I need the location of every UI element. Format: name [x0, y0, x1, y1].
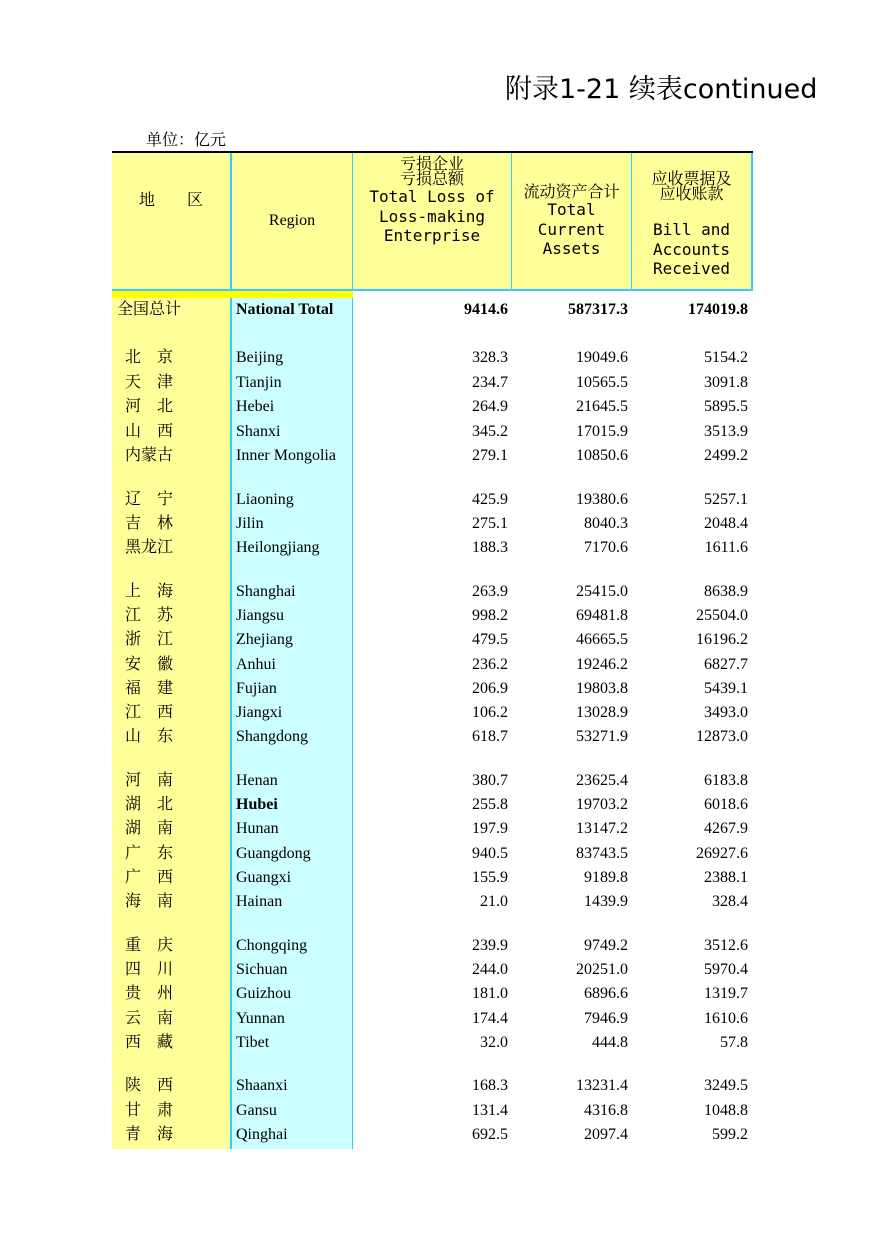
- receivables-value-cell: 25504.0: [696, 607, 748, 624]
- header-receivables-cn-1: 应收票据及: [651, 171, 732, 188]
- region-cn-cell: 吉 林: [125, 515, 174, 532]
- receivables-value-cell: 3512.6: [704, 937, 748, 954]
- receivables-value-cell: 1048.8: [704, 1102, 748, 1119]
- region-en-cell: Qinghai: [236, 1126, 288, 1143]
- region-cn-cell: 江 西: [125, 704, 174, 721]
- header-receivables: [632, 172, 751, 279]
- current-assets-value-cell: 6896.6: [584, 985, 628, 1002]
- table-row: [112, 866, 753, 890]
- region-en-cell: Guizhou: [236, 985, 292, 1002]
- region-cn-cell: 北 京: [125, 349, 174, 366]
- region-cn-cell: 湖 北: [125, 796, 174, 813]
- header-receivables-en-3: Received: [652, 259, 731, 278]
- current-assets-value-cell: 13231.4: [576, 1077, 628, 1094]
- region-cn-cell: 云 南: [125, 1010, 174, 1027]
- region-en-cell: Tianjin: [236, 374, 282, 391]
- region-en-cell: Jiangxi: [236, 704, 283, 721]
- current-assets-value-cell: 53271.9: [576, 728, 628, 745]
- table-row: [112, 793, 753, 817]
- region-en-cell: Anhui: [236, 656, 276, 673]
- header-receivables-en-1: Bill and: [652, 220, 731, 239]
- current-assets-value-cell: 25415.0: [576, 583, 628, 600]
- table-row: [112, 1123, 753, 1147]
- receivables-value-cell: 599.2: [712, 1126, 748, 1143]
- header-total-loss: [353, 157, 511, 246]
- current-assets-value-cell: 19380.6: [576, 491, 628, 508]
- loss-value-cell: 188.3: [472, 539, 508, 556]
- table-row: [112, 1007, 753, 1031]
- header-current-assets-cn: 流动资产合计: [523, 184, 620, 201]
- current-assets-value-cell: 10850.6: [576, 447, 628, 464]
- region-cn-cell: 重 庆: [125, 937, 174, 954]
- header-total-loss-en-2: Loss-making: [379, 206, 485, 226]
- receivables-value-cell: 2048.4: [704, 515, 748, 532]
- current-assets-value-cell: 4316.8: [584, 1102, 628, 1119]
- loss-value-cell: 479.5: [472, 631, 508, 648]
- receivables-value-cell: 3513.9: [704, 423, 748, 440]
- receivables-value-cell: 4267.9: [704, 820, 748, 837]
- table-row: [112, 512, 753, 536]
- region-en-cell: Tibet: [236, 1034, 270, 1051]
- region-en-cell: Guangdong: [236, 845, 311, 862]
- loss-value-cell: 940.5: [472, 845, 508, 862]
- region-en-cell: Beijing: [236, 349, 284, 366]
- receivables-value-cell: 1319.7: [704, 985, 748, 1002]
- header-region-cn: 地 区: [138, 192, 203, 209]
- loss-value-cell: 345.2: [472, 423, 508, 440]
- table-row: [112, 817, 753, 841]
- region-cn-cell: 贵 州: [125, 985, 174, 1002]
- region-cn-cell: 河 南: [125, 772, 174, 789]
- region-en-cell: Zhejiang: [236, 631, 293, 648]
- region-en-cell: Hubei: [236, 796, 278, 813]
- header-receivables-cn-2: 应收账款: [659, 186, 724, 203]
- total-region-cn: 全国总计: [117, 301, 182, 318]
- total-receivables-value: 174019.8: [688, 301, 748, 318]
- loss-value-cell: 998.2: [472, 607, 508, 624]
- loss-value-cell: 264.9: [472, 398, 508, 415]
- table-row: [112, 604, 753, 628]
- current-assets-value-cell: 69481.8: [576, 607, 628, 624]
- loss-value-cell: 21.0: [480, 893, 508, 910]
- header-cell-total-loss: [353, 151, 512, 291]
- region-cn-cell: 西 藏: [125, 1034, 174, 1051]
- highlight-band: [112, 291, 353, 298]
- region-en-cell: Guangxi: [236, 869, 292, 886]
- receivables-value-cell: 2388.1: [704, 869, 748, 886]
- loss-value-cell: 174.4: [472, 1010, 508, 1027]
- region-en-cell: Hainan: [236, 893, 283, 910]
- current-assets-value-cell: 2097.4: [584, 1126, 628, 1143]
- loss-value-cell: 275.1: [472, 515, 508, 532]
- header-current-assets-en-3: Assets: [542, 239, 601, 258]
- receivables-value-cell: 3249.5: [704, 1077, 748, 1094]
- loss-value-cell: 106.2: [472, 704, 508, 721]
- region-en-cell: Hunan: [236, 820, 279, 837]
- table-row: [112, 628, 753, 652]
- total-loss-value: 9414.6: [464, 301, 508, 318]
- receivables-value-cell: 2499.2: [704, 447, 748, 464]
- current-assets-value-cell: 46665.5: [576, 631, 628, 648]
- region-en-cell: Gansu: [236, 1102, 277, 1119]
- header-total-loss-cn-1: 亏损企业: [399, 156, 464, 173]
- table-row: [112, 1031, 753, 1055]
- receivables-value-cell: 3091.8: [704, 374, 748, 391]
- region-cn-cell: 广 东: [125, 845, 174, 862]
- current-assets-value-cell: 13147.2: [576, 820, 628, 837]
- page-title: 附录1-21 续表continued: [505, 74, 818, 105]
- receivables-value-cell: 5439.1: [704, 680, 748, 697]
- receivables-value-cell: 1611.6: [704, 539, 748, 556]
- current-assets-value-cell: 1439.9: [584, 893, 628, 910]
- receivables-value-cell: 57.8: [720, 1034, 748, 1051]
- table-row: [112, 488, 753, 512]
- loss-value-cell: 244.0: [472, 961, 508, 978]
- region-en-cell: Inner Mongolia: [236, 447, 336, 464]
- current-assets-value-cell: 83743.5: [576, 845, 628, 862]
- region-en-cell: Liaoning: [236, 491, 294, 508]
- region-en-cell: Fujian: [236, 680, 277, 697]
- region-cn-cell: 甘 肃: [125, 1102, 174, 1119]
- header-cell-current-assets: [512, 151, 632, 291]
- region-cn-cell: 内蒙古: [125, 447, 174, 464]
- receivables-value-cell: 6183.8: [704, 772, 748, 789]
- loss-value-cell: 197.9: [472, 820, 508, 837]
- loss-value-cell: 692.5: [472, 1126, 508, 1143]
- region-cn-cell: 浙 江: [125, 631, 174, 648]
- loss-value-cell: 239.9: [472, 937, 508, 954]
- current-assets-value-cell: 19703.2: [576, 796, 628, 813]
- table-row: [112, 395, 753, 419]
- receivables-value-cell: 5970.4: [704, 961, 748, 978]
- region-cn-cell: 四 川: [125, 961, 174, 978]
- receivables-value-cell: 1610.6: [704, 1010, 748, 1027]
- region-en-cell: Hebei: [236, 398, 275, 415]
- total-region-en: National Total: [236, 301, 334, 318]
- loss-value-cell: 131.4: [472, 1102, 508, 1119]
- receivables-value-cell: 6827.7: [704, 656, 748, 673]
- region-en-cell: Jilin: [236, 515, 264, 532]
- receivables-value-cell: 12873.0: [696, 728, 748, 745]
- table-row: [112, 934, 753, 958]
- table-row: [112, 346, 753, 370]
- table-row: [112, 536, 753, 560]
- receivables-value-cell: 3493.0: [704, 704, 748, 721]
- region-en-cell: Shaanxi: [236, 1077, 288, 1094]
- header-current-assets-en-1: Total: [547, 200, 596, 219]
- current-assets-value-cell: 23625.4: [576, 772, 628, 789]
- table-row: [112, 725, 753, 749]
- header-region-en: Region: [268, 212, 316, 229]
- header-cell-region-en: [232, 151, 353, 291]
- header-current-assets-en-2: Current: [537, 219, 606, 239]
- region-en-cell: Shanxi: [236, 423, 281, 440]
- table-row: [112, 842, 753, 866]
- current-assets-value-cell: 444.8: [592, 1034, 628, 1051]
- table-row: [112, 653, 753, 677]
- receivables-value-cell: 5257.1: [704, 491, 748, 508]
- region-en-cell: Jiangsu: [236, 607, 284, 624]
- region-cn-cell: 山 东: [125, 728, 174, 745]
- region-cn-cell: 海 南: [125, 893, 174, 910]
- header-total-loss-cn-2: 亏损总额: [399, 171, 464, 188]
- current-assets-value-cell: 19803.8: [576, 680, 628, 697]
- loss-value-cell: 236.2: [472, 656, 508, 673]
- loss-value-cell: 279.1: [472, 447, 508, 464]
- table-row: [112, 371, 753, 395]
- region-cn-cell: 福 建: [125, 680, 174, 697]
- loss-value-cell: 155.9: [472, 869, 508, 886]
- table-row: [112, 890, 753, 914]
- current-assets-value-cell: 10565.5: [576, 374, 628, 391]
- region-cn-cell: 上 海: [125, 583, 174, 600]
- current-assets-value-cell: 20251.0: [576, 961, 628, 978]
- region-cn-cell: 河 北: [125, 398, 174, 415]
- region-en-cell: Shanghai: [236, 583, 296, 600]
- total-row: [112, 298, 753, 322]
- region-en-cell: Shangdong: [236, 728, 308, 745]
- table-row: [112, 701, 753, 725]
- region-cn-cell: 广 西: [125, 869, 174, 886]
- region-cn-cell: 天 津: [125, 374, 174, 391]
- table-row: [112, 444, 753, 468]
- region-cn-cell: 辽 宁: [125, 491, 174, 508]
- receivables-value-cell: 16196.2: [696, 631, 748, 648]
- receivables-value-cell: 6018.6: [704, 796, 748, 813]
- region-en-cell: Heilongjiang: [236, 539, 320, 556]
- current-assets-value-cell: 8040.3: [584, 515, 628, 532]
- receivables-value-cell: 328.4: [712, 893, 748, 910]
- loss-value-cell: 206.9: [472, 680, 508, 697]
- current-assets-value-cell: 9189.8: [584, 869, 628, 886]
- table-row: [112, 420, 753, 444]
- current-assets-value-cell: 9749.2: [584, 937, 628, 954]
- header-cell-region-cn: [112, 151, 232, 291]
- total-current-assets-value: 587317.3: [568, 301, 628, 318]
- region-cn-cell: 江 苏: [125, 607, 174, 624]
- region-en-cell: Henan: [236, 772, 278, 789]
- receivables-value-cell: 5895.5: [704, 398, 748, 415]
- unit-label: 单位：亿元: [146, 132, 227, 149]
- table-row: [112, 580, 753, 604]
- loss-value-cell: 328.3: [472, 349, 508, 366]
- region-cn-cell: 湖 南: [125, 820, 174, 837]
- receivables-value-cell: 26927.6: [696, 845, 748, 862]
- current-assets-value-cell: 21645.5: [576, 398, 628, 415]
- region-cn-cell: 青 海: [125, 1126, 174, 1143]
- current-assets-value-cell: 7946.9: [584, 1010, 628, 1027]
- loss-value-cell: 234.7: [472, 374, 508, 391]
- region-en-cell: Chongqing: [236, 937, 308, 954]
- loss-value-cell: 168.3: [472, 1077, 508, 1094]
- loss-value-cell: 380.7: [472, 772, 508, 789]
- loss-value-cell: 32.0: [480, 1034, 508, 1051]
- table-row: [112, 769, 753, 793]
- loss-value-cell: 425.9: [472, 491, 508, 508]
- table-top-border: [112, 151, 753, 153]
- loss-value-cell: 255.8: [472, 796, 508, 813]
- table-row: [112, 958, 753, 982]
- header-cell-receivables: [632, 151, 753, 291]
- table-row: [112, 1099, 753, 1123]
- receivables-value-cell: 8638.9: [704, 583, 748, 600]
- receivables-value-cell: 5154.2: [704, 349, 748, 366]
- table-row: [112, 1074, 753, 1098]
- header-receivables-en-2: Accounts: [652, 239, 731, 259]
- current-assets-value-cell: 17015.9: [576, 423, 628, 440]
- current-assets-value-cell: 19049.6: [576, 349, 628, 366]
- header-total-loss-en-3: Enterprise: [383, 226, 481, 245]
- region-cn-cell: 陕 西: [125, 1077, 174, 1094]
- table-row: [112, 677, 753, 701]
- region-cn-cell: 山 西: [125, 423, 174, 440]
- header-total-loss-en-1: Total Loss of: [369, 187, 495, 206]
- table-row: [112, 982, 753, 1006]
- region-cn-cell: 安 徽: [125, 656, 174, 673]
- data-table: [112, 151, 753, 1149]
- region-en-cell: Yunnan: [236, 1010, 285, 1027]
- current-assets-value-cell: 7170.6: [584, 539, 628, 556]
- current-assets-value-cell: 19246.2: [576, 656, 628, 673]
- region-cn-cell: 黑龙江: [125, 539, 174, 556]
- loss-value-cell: 263.9: [472, 583, 508, 600]
- current-assets-value-cell: 13028.9: [576, 704, 628, 721]
- header-current-assets: [512, 185, 631, 259]
- region-en-cell: Sichuan: [236, 961, 288, 978]
- loss-value-cell: 181.0: [472, 985, 508, 1002]
- loss-value-cell: 618.7: [472, 728, 508, 745]
